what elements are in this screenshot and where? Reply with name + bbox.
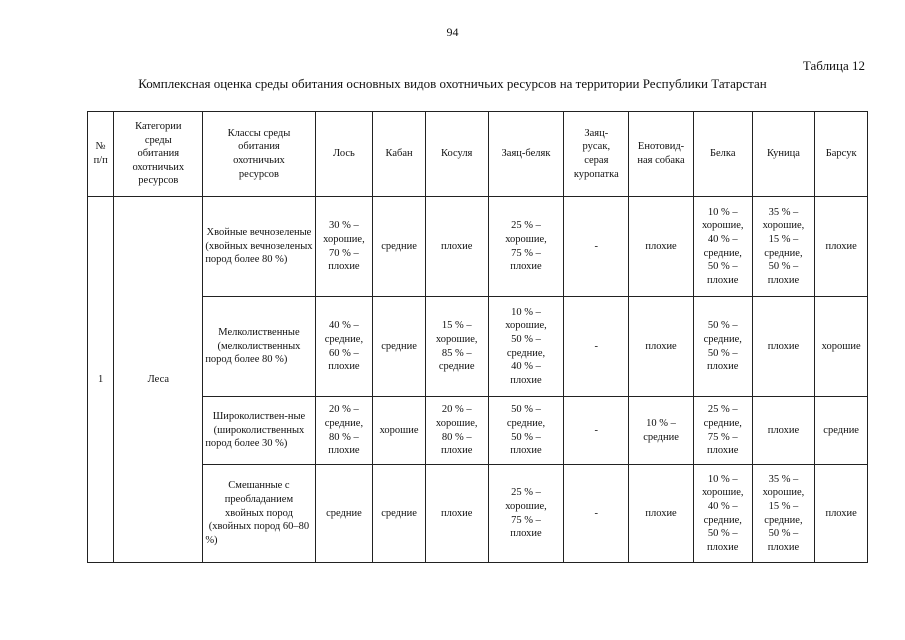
raccoon-dog-cell: плохие bbox=[629, 297, 694, 397]
moose-cell: 30 % – хорошие, 70 % – плохие bbox=[315, 197, 373, 297]
marten-cell: плохие bbox=[752, 297, 815, 397]
moose-cell: средние bbox=[315, 465, 373, 563]
badger-cell: хорошие bbox=[815, 297, 868, 397]
roe-deer-cell: плохие bbox=[425, 465, 488, 563]
raccoon-dog-cell: плохие bbox=[629, 197, 694, 297]
raccoon-dog-cell: плохие bbox=[629, 465, 694, 563]
table-row bbox=[88, 397, 868, 465]
brown-hare-partridge-cell: - bbox=[564, 397, 629, 465]
header-brown-hare-partridge: Заяц- русак, серая куропатка bbox=[564, 112, 629, 197]
header-boar: Кабан bbox=[373, 112, 426, 197]
roe-deer-cell: плохие bbox=[425, 197, 488, 297]
moose-cell: 20 % – средние, 80 % – плохие bbox=[315, 397, 373, 465]
roe-deer-cell: 15 % – хорошие, 85 % – средние bbox=[425, 297, 488, 397]
header-number: № п/п bbox=[88, 112, 114, 197]
mountain-hare-cell: 10 % – хорошие, 50 % – средние, 40 % – плохие bbox=[488, 297, 564, 397]
badger-cell: плохие bbox=[815, 197, 868, 297]
assessment-table bbox=[87, 111, 868, 563]
header-badger: Барсук bbox=[815, 112, 868, 197]
mountain-hare-cell: 25 % – хорошие, 75 % – плохие bbox=[488, 197, 564, 297]
table-label: Таблица 12 bbox=[802, 58, 865, 73]
header-raccoon-dog: Енотовид- ная собака bbox=[629, 112, 694, 197]
row-category: Леса bbox=[114, 197, 203, 563]
squirrel-cell: 50 % – средние, 50 % – плохие bbox=[693, 297, 752, 397]
badger-cell: плохие bbox=[815, 465, 868, 563]
header-habitat-class: Классы среды обитания охотничьих ресурсов bbox=[203, 112, 315, 197]
page-number: 94 bbox=[446, 25, 459, 39]
table-row bbox=[88, 465, 868, 563]
marten-cell: 35 % – хорошие, 15 % – средние, 50 % – плохие bbox=[752, 197, 815, 297]
brown-hare-partridge-cell: - bbox=[564, 465, 629, 563]
mountain-hare-cell: 25 % – хорошие, 75 % – плохие bbox=[488, 465, 564, 563]
header-moose: Лось bbox=[315, 112, 373, 197]
habitat-class-cell: Смешанные с преобладанием хвойных пород (хвойных пород 60–80 %) bbox=[203, 465, 315, 563]
header-mountain-hare: Заяц-беляк bbox=[488, 112, 564, 197]
boar-cell: средние bbox=[373, 297, 426, 397]
header-category: Категории среды обитания охотничьих ресурсов bbox=[114, 112, 203, 197]
marten-cell: плохие bbox=[752, 397, 815, 465]
habitat-class-cell: Широколиствен-ные (широколиственных пород более 30 %) bbox=[203, 397, 315, 465]
habitat-class-cell: Мелколиственные (мелколиственных пород более 80 %) bbox=[203, 297, 315, 397]
header-squirrel: Белка bbox=[693, 112, 752, 197]
boar-cell: средние bbox=[373, 465, 426, 563]
table-row bbox=[88, 297, 868, 397]
row-number: 1 bbox=[88, 197, 114, 563]
squirrel-cell: 10 % – хорошие, 40 % – средние, 50 % – плохие bbox=[693, 465, 752, 563]
raccoon-dog-cell: 10 % – средние bbox=[629, 397, 694, 465]
marten-cell: 35 % – хорошие, 15 % – средние, 50 % – плохие bbox=[752, 465, 815, 563]
mountain-hare-cell: 50 % – средние, 50 % – плохие bbox=[488, 397, 564, 465]
badger-cell: средние bbox=[815, 397, 868, 465]
table-title: Комплексная оценка среды обитания основных видов охотничьих ресурсов на территории Республики Татарстан bbox=[138, 76, 767, 91]
habitat-class-cell: Хвойные вечнозеленые (хвойных вечнозеленых пород более 80 %) bbox=[203, 197, 315, 297]
brown-hare-partridge-cell: - bbox=[564, 197, 629, 297]
header-roe-deer: Косуля bbox=[425, 112, 488, 197]
roe-deer-cell: 20 % – хорошие, 80 % – плохие bbox=[425, 397, 488, 465]
brown-hare-partridge-cell: - bbox=[564, 297, 629, 397]
moose-cell: 40 % – средние, 60 % – плохие bbox=[315, 297, 373, 397]
squirrel-cell: 10 % – хорошие, 40 % – средние, 50 % – плохие bbox=[693, 197, 752, 297]
table-row bbox=[88, 197, 868, 297]
boar-cell: хорошие bbox=[373, 397, 426, 465]
header-marten: Куница bbox=[752, 112, 815, 197]
boar-cell: средние bbox=[373, 197, 426, 297]
squirrel-cell: 25 % – средние, 75 % – плохие bbox=[693, 397, 752, 465]
header-row bbox=[88, 112, 868, 197]
